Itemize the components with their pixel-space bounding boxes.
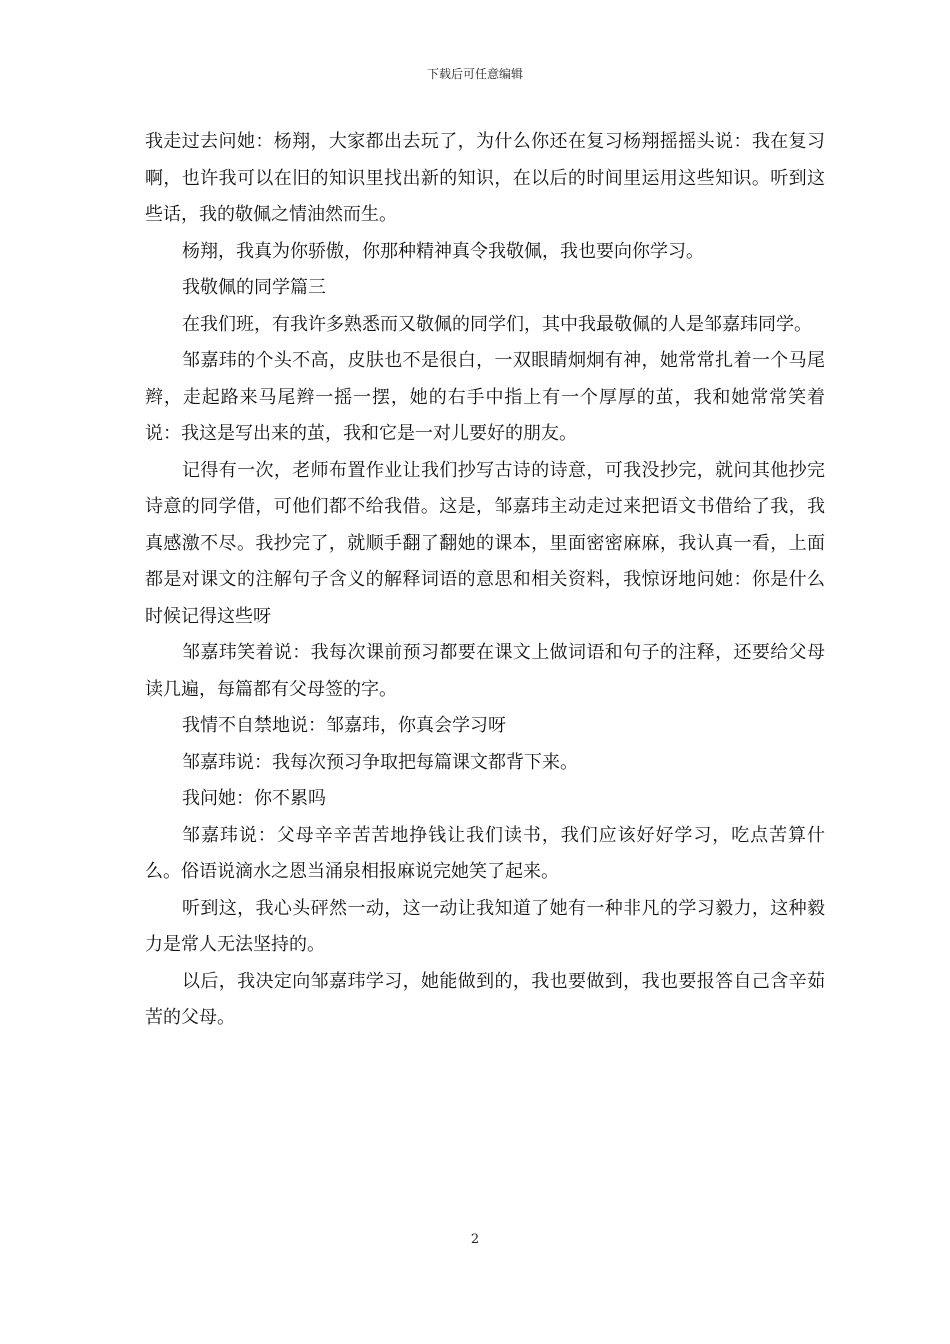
paragraph: 杨翔，我真为你骄傲，你那种精神真令我敬佩，我也要向你学习。 bbox=[182, 240, 704, 262]
paragraph: 邹嘉玮说：我每次预习争取把每篇课文都背下来。 bbox=[182, 751, 578, 773]
paragraph: 在我们班，有我许多熟悉而又敬佩的同学们，其中我最敬佩的人是邹嘉玮同学。 bbox=[182, 313, 812, 335]
page-number: 2 bbox=[470, 1232, 480, 1247]
document-body bbox=[145, 124, 825, 1037]
page-header: 下载后可任意编辑 bbox=[426, 67, 523, 81]
paragraph: 邹嘉玮笑着说：我每次课前预习都要在课文上做词语和句子的注释，还要给父母读几遍，每篇都有父母签的字。 bbox=[145, 642, 825, 700]
paragraph: 记得有一次，老师布置作业让我们抄写古诗的诗意，可我没抄完，就问其他抄完诗意的同学借，可他们都不给我借。这是，邹嘉玮主动走过来把语文书借给了我，我真感激不尽。我抄完了，就顺手翻了翻她的课本，里面密密麻麻，我认真一看，上面都是对课文的注解句子含义的解释词语的意思和相关资料，我惊讶地问她：你是什么时候记得这些呀 bbox=[145, 459, 825, 627]
paragraph: 我情不自禁地说：邹嘉玮，你真会学习呀 bbox=[182, 715, 506, 736]
paragraph: 听到这，我心头砰然一动，这一动让我知道了她有一种非凡的学习毅力，这种毅力是常人无法坚持的。 bbox=[145, 897, 825, 955]
section-title: 我敬佩的同学篇三 bbox=[182, 277, 326, 298]
paragraph: 我问她：你不累吗 bbox=[182, 788, 326, 809]
paragraph-continuation: 我走过去问她：杨翔，大家都出去玩了，为什么你还在复习杨翔摇摇头说：我在复习啊，也许我可以在旧的知识里找出新的知识，在以后的时间里运用这些知识。听到这些话，我的敬佩之情油然而生。 bbox=[145, 131, 825, 225]
paragraph: 以后，我决定向邹嘉玮学习，她能做到的，我也要做到，我也要报答自己含辛茹苦的父母。 bbox=[145, 970, 825, 1028]
paragraph: 邹嘉玮的个头不高，皮肤也不是很白，一双眼睛炯炯有神，她常常扎着一个马尾辫，走起路来马尾辫一摇一摆，她的右手中指上有一个厚厚的茧，我和她常常笑着说：我这是写出来的茧，我和它是一对儿要好的朋友。 bbox=[145, 350, 825, 444]
paragraph: 邹嘉玮说：父母辛辛苦苦地挣钱让我们读书，我们应该好好学习，吃点苦算什么。俗语说滴水之恩当涌泉相报麻说完她笑了起来。 bbox=[145, 824, 825, 882]
